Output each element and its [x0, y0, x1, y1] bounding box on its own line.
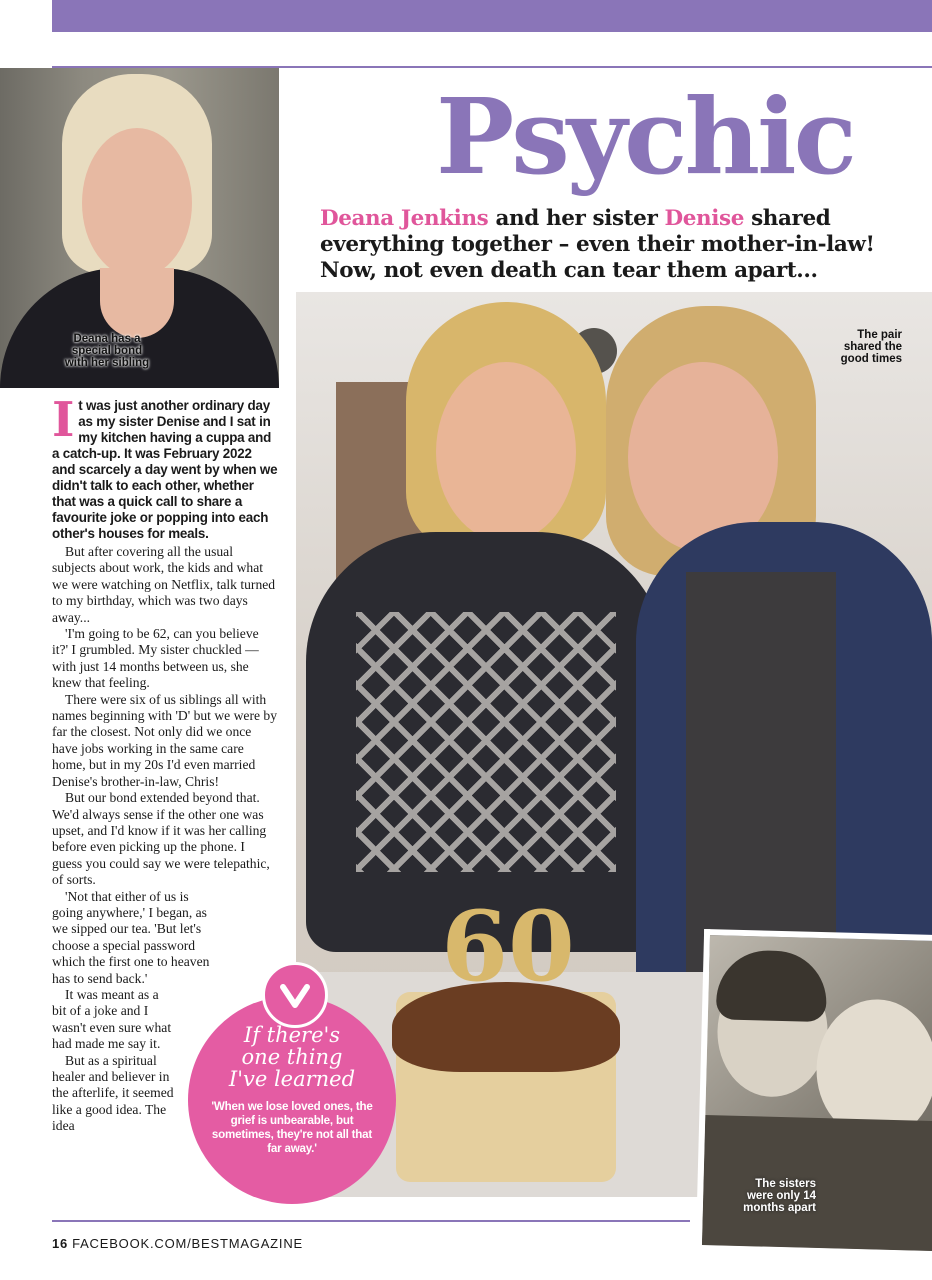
bottom-rule	[52, 1220, 690, 1222]
top-color-band	[52, 0, 932, 32]
article-lead	[52, 392, 278, 542]
standfirst-text-1: and her sister	[488, 206, 665, 231]
page-footer	[52, 1236, 303, 1251]
standfirst-name-denise: Denise	[664, 206, 744, 231]
lead-text: t was just another ordinary day as my sister Denise and I sat in my kitchen having a cuppa and a catch-up. It was February 2022 and scarcely a day went by when we didn't talk to each other, whether that was a quick call to share a favourite joke or popping into each other's houses for meals.	[52, 398, 278, 541]
drop-cap: I	[52, 392, 75, 448]
article-paragraph: There were six of us siblings all with names beginning with 'D' but we were by far the closest. Not only did we once have jobs working in the same care home, but in my 20s I'd even married Denise's brother-in-law, Chris!	[52, 691, 277, 789]
footer-url: FACEBOOK.COM/BESTMAGAZINE	[72, 1236, 303, 1251]
pull-quote-heading: If there's one thing I've learned	[228, 1023, 356, 1091]
article-paragraph: 'I'm going to be 62, can you believe it?' I grumbled. My sister chuckled —with just 14 months between us, she knew that feeling.	[52, 626, 259, 691]
article-paragraph: But as a spiritual healer and believer in the afterlife, it seemed like a good idea. The idea	[52, 1052, 174, 1134]
chevron-down-icon	[265, 965, 325, 1025]
standfirst	[320, 206, 900, 284]
article-paragraph: It was meant as a bit of a joke and I wasn't even sure what had made me say it.	[52, 986, 172, 1052]
pull-quote-badge	[262, 962, 328, 1028]
childhood-photo-caption: The sisters were only 14 months apart	[743, 1178, 816, 1214]
standfirst-text-2: shared everything together – even their mother-in-law! Now, not even death can tear them apart...	[320, 206, 875, 283]
cake-candles: 60	[441, 890, 575, 1003]
headline: Psychic	[436, 75, 854, 198]
deana-photo-caption: Deana has a special bond with her sibling	[64, 333, 150, 369]
standfirst-name-deana: Deana Jenkins	[320, 206, 489, 231]
article-paragraph: But our bond extended beyond that. We'd always sense if the other one was upset, and I'd know if it was her calling before even picking up the phone. I guess you could say we were telepathic, of sorts.	[52, 790, 270, 888]
pull-quote-body: 'When we lose loved ones, the grief is unbearable, but sometimes, they're not all that far away.'	[211, 1100, 373, 1155]
article-paragraph: 'Not that either of us is going anywhere,' I began, as we sipped our tea. 'But let's choose a special password which the first one to heaven has to send back.'	[52, 888, 210, 986]
article-paragraph: But after covering all the usual subjects about work, the kids and what we were watching on Netflix, talk turned to my birthday, which was two days away...	[52, 544, 276, 625]
page-number: 16	[52, 1236, 69, 1251]
pair-photo-caption: The pair shared the good times	[840, 329, 902, 365]
